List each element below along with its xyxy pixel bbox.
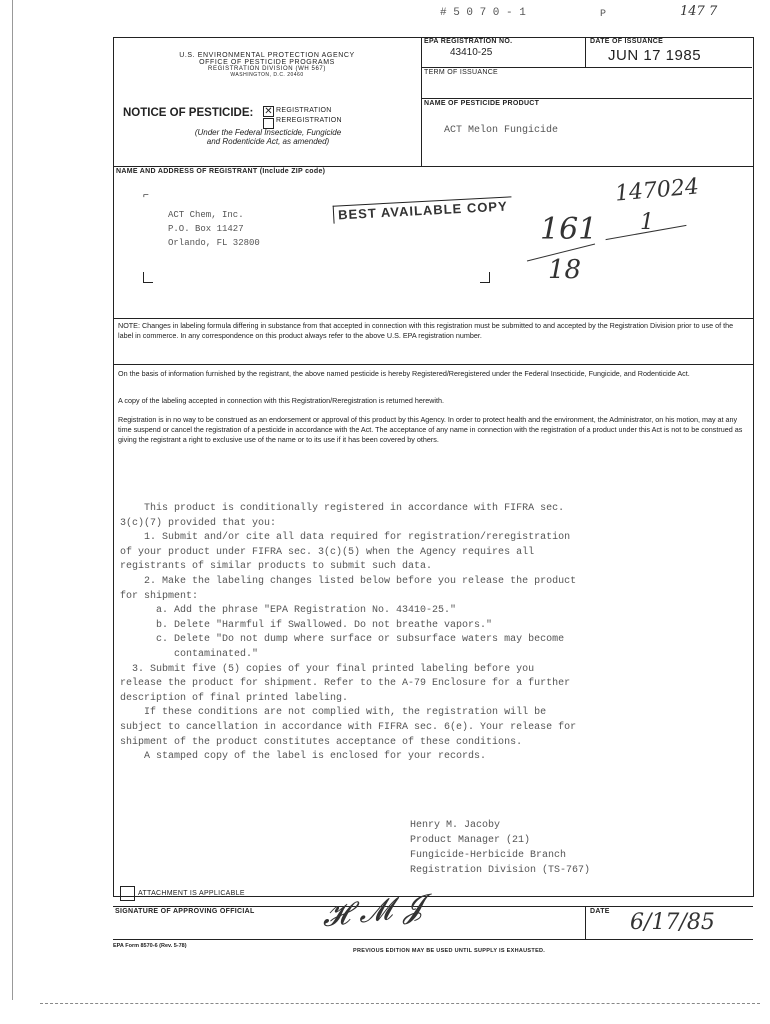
act-note-line1: (Under the Federal Insecticide, Fungicide	[194, 128, 342, 137]
typed-line: c. Delete "Do not dump where surface or subsurface waters may become	[120, 634, 565, 646]
stamp-mark: P	[600, 9, 607, 20]
stamp-number: # 5 0 7 0 - 1	[440, 7, 526, 19]
term-issuance-label: TERM OF ISSUANCE	[424, 69, 499, 76]
typed-line: 3(c)(7) provided that you:	[120, 517, 277, 529]
registration-basis-paragraph: On the basis of information furnished by the registrant, the above named pesticide is hereby Registered/Reregistered under the Federal Insecticide, Fungicide, and Rodenticide Act.	[118, 369, 690, 378]
date-label: DATE	[590, 908, 610, 915]
epa-reg-label: EPA REGISTRATION NO.	[424, 38, 513, 45]
signer-name: Henry M. Jacoby	[410, 820, 501, 831]
header-divider-v	[421, 37, 422, 167]
form-bottom-rule	[113, 939, 753, 940]
act-note-line2: and Rodenticide Act, as amended)	[206, 137, 330, 146]
typed-line: contaminated."	[120, 648, 259, 660]
registrant-line1: ACT Chem, Inc.	[168, 210, 244, 220]
date-issuance-value: JUN 17 1985	[608, 47, 702, 64]
address-corner-br	[480, 272, 490, 283]
typed-line: shipment of the product constitutes acceptance of these conditions.	[120, 736, 523, 748]
typed-line: a. Add the phrase "EPA Registration No. 43410-25."	[120, 605, 457, 617]
registration-option-label: REGISTRATION	[276, 107, 332, 114]
typed-line: b. Delete "Harmful if Swallowed. Do not breathe vapors."	[120, 619, 493, 631]
typed-line: This product is conditionally registered in accordance with FIFRA sec.	[120, 503, 565, 514]
approving-signature: 𝓗 𝓜 𝓙	[320, 888, 424, 935]
handwritten-1: 1	[640, 210, 654, 235]
stamp-handwritten: 147 7	[680, 4, 718, 19]
header-rule-1	[421, 67, 752, 68]
note-rule-top	[113, 318, 753, 319]
agency-name: U.S. ENVIRONMENTAL PROTECTION AGENCY	[179, 52, 355, 59]
form-number: EPA Form 8570-6 (Rev. 5-78)	[113, 943, 187, 949]
date-value: 6/17/85	[630, 910, 715, 935]
disclaimer-paragraph: Registration is in no way to be construed as an endorsement or approval of this product by this Agency. In order to protect health and the environment, the Administrator, on his motion, may at any time suspend or cancel the registration of a pesticide in accordance with the Act. The acceptance of any name in connection with the registration of a product under this Act is not to be construed as giving the registrant a right to exclusive use of the name or to its use if it has been covered by others.	[118, 415, 743, 444]
scan-left-margin-line	[12, 0, 13, 1000]
labeling-copy-paragraph: A copy of the labeling accepted in connection with this Registration/Reregistration is returned herewith.	[118, 396, 445, 405]
registrant-line3: Orlando, FL 32800	[168, 238, 260, 248]
handwritten-161: 161	[540, 212, 598, 247]
typed-line: registrants of similar products to submit such data.	[120, 561, 433, 573]
typed-line: If these conditions are not complied with, the registration will be	[120, 707, 547, 719]
typed-line: description of final printed labeling.	[120, 692, 349, 704]
typed-line: A stamped copy of the label is enclosed for your records.	[120, 751, 487, 763]
product-name-label: NAME OF PESTICIDE PRODUCT	[424, 100, 540, 107]
best-available-stamp: BEST AVAILABLE COPY	[333, 196, 512, 223]
attachment-label: ATTACHMENT IS APPLICABLE	[138, 890, 245, 897]
agency-address: WASHINGTON, D.C. 20460	[230, 72, 304, 78]
registrant-label: NAME AND ADDRESS OF REGISTRANT (Include ZIP code)	[116, 168, 326, 175]
address-corner-bl	[143, 272, 153, 283]
typed-line: 2. Make the labeling changes listed below before you release the product	[120, 575, 577, 587]
signer-block	[410, 818, 590, 878]
signer-branch: Fungicide-Herbicide Branch	[410, 850, 567, 861]
epa-reg-value: 43410-25	[450, 47, 493, 58]
attachment-checkbox[interactable]	[120, 886, 135, 901]
agency-block	[113, 40, 421, 78]
typed-line: 3. Submit five (5) copies of your final printed labeling before you	[120, 663, 535, 675]
agency-office: OFFICE OF PESTICIDE PROGRAMS	[199, 59, 335, 66]
handwritten-18: 18	[548, 255, 582, 285]
notice-title: NOTICE OF PESTICIDE:	[123, 107, 254, 119]
act-note	[123, 128, 413, 146]
header-rule-2	[421, 98, 752, 99]
signer-title: Product Manager (21)	[410, 835, 531, 846]
registration-checkbox[interactable]: ✕	[264, 106, 273, 117]
typed-line: 1. Submit and/or cite all data required for registration/reregistration	[120, 532, 571, 544]
product-name-value: ACT Melon Fungicide	[444, 125, 559, 136]
signer-division: Registration Division (TS-767)	[410, 865, 591, 876]
handwritten-147024: 147024	[614, 174, 700, 207]
date-divider	[585, 906, 586, 939]
signature-label: SIGNATURE OF APPROVING OFFICIAL	[115, 908, 255, 915]
scan-bottom-line	[40, 1003, 760, 1004]
signature-rule	[113, 906, 753, 907]
typed-line: for shipment:	[120, 590, 199, 602]
reregistration-option-label: REREGISTRATION	[276, 117, 342, 124]
typed-line: release the product for shipment. Refer to the A-79 Enclosure for a further	[120, 678, 571, 690]
typed-conditions	[120, 502, 750, 765]
note-text: NOTE: Changes in labeling formula differing in substance from that accepted in connection with this registration must be submitted to and accepted by the Registration Division prior to use of the label in commerce. In any correspondence on this product always refer to the above U.S. EPA registration number.	[118, 321, 734, 340]
typed-line: subject to cancellation in accordance with FIFRA sec. 6(e). Your release for	[120, 721, 577, 733]
date-issuance-label: DATE OF ISSUANCE	[590, 38, 664, 45]
note-rule-bottom	[113, 364, 753, 365]
address-corner-tl: ⌐	[143, 190, 149, 201]
registrant-rule	[113, 166, 753, 167]
registrant-line2: P.O. Box 11427	[168, 224, 244, 234]
previous-edition-note: PREVIOUS EDITION MAY BE USED UNTIL SUPPLY IS EXHAUSTED.	[353, 948, 546, 954]
header-divider-v2	[585, 37, 586, 67]
typed-line: of your product under FIFRA sec. 3(c)(5) when the Agency requires all	[120, 546, 535, 558]
agency-division: REGISTRATION DIVISION (WH 567)	[208, 66, 326, 72]
